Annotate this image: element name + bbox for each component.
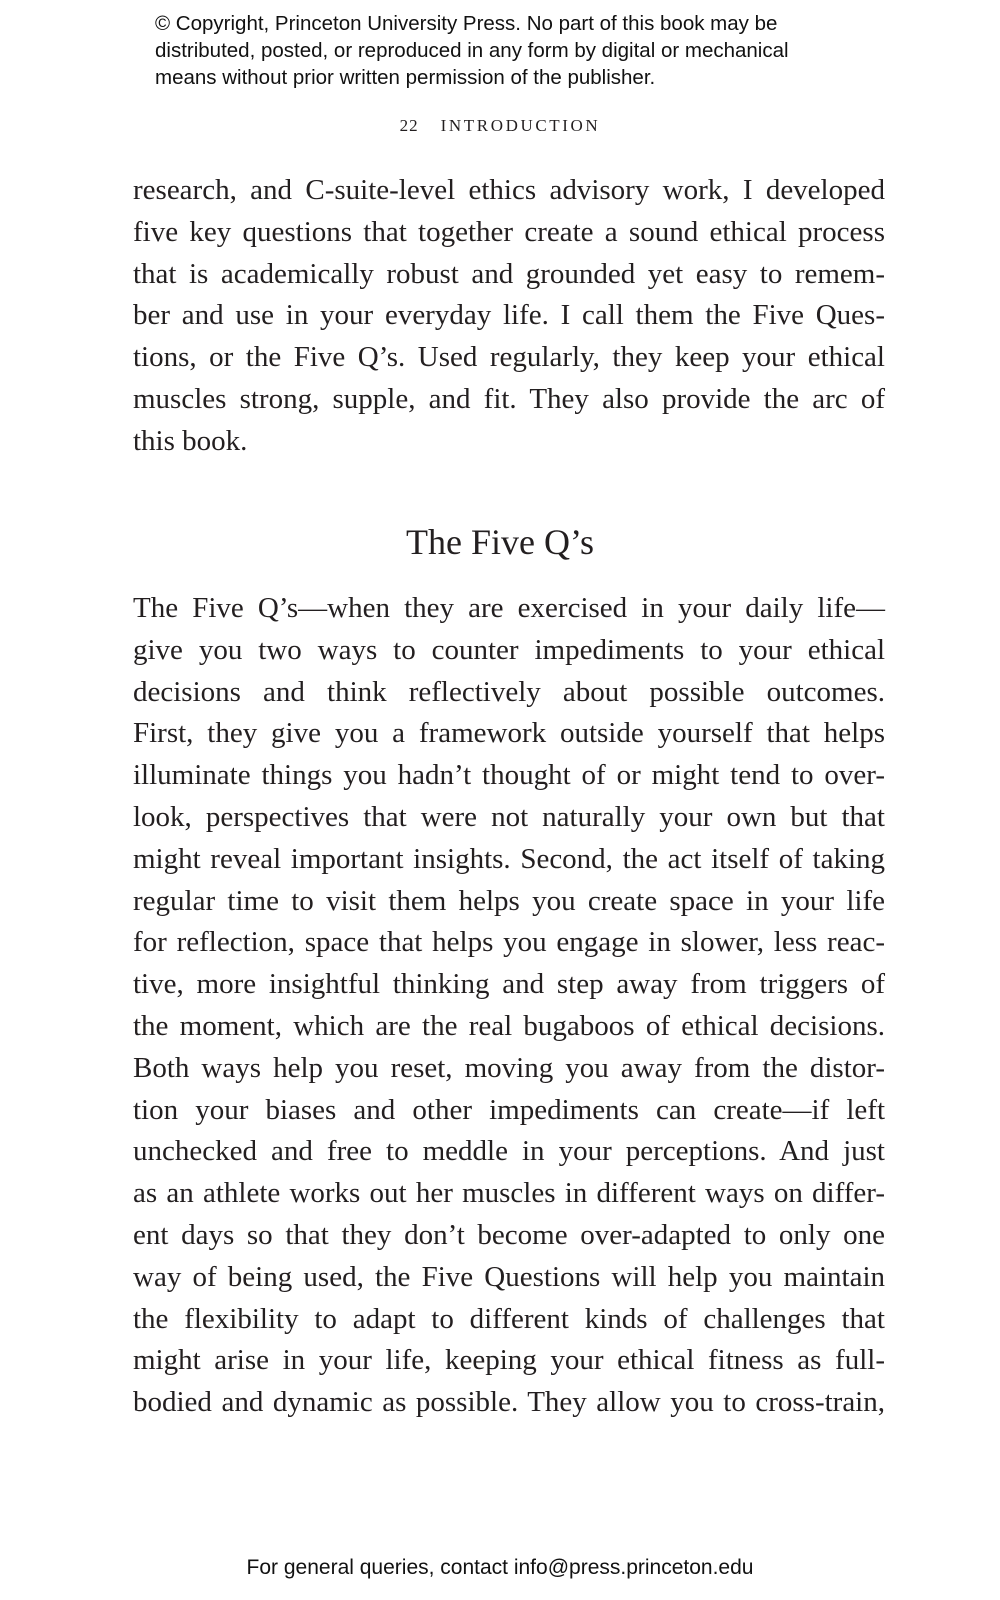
- text-line: as an athlete works out her muscles in different ways on differ-: [133, 1177, 885, 1210]
- text-line: regular time to visit them helps you create space in your life: [133, 884, 885, 917]
- text-line: Both ways help you reset, moving you away from the distor-: [133, 1051, 885, 1084]
- text-line: ent days so that they don’t become over-adapted to only one: [133, 1218, 885, 1251]
- section-title: INTRODUCTION: [440, 116, 601, 135]
- footer-contact: For general queries, contact info@press.princeton.edu: [246, 1556, 754, 1579]
- running-head: [0, 116, 1000, 136]
- copyright-line: means without prior written permission of the publisher.: [155, 66, 656, 89]
- text-line: way of being used, the Five Questions will help you maintain: [133, 1260, 885, 1293]
- text-line: five key questions that together create a sound ethical process: [133, 215, 885, 248]
- text-line: unchecked and free to meddle in your perceptions. And just: [133, 1135, 885, 1168]
- copyright-notice: [155, 10, 875, 91]
- body-paragraph-1: [133, 170, 885, 463]
- text-line: bodied and dynamic as possible. They allow you to cross-train,: [133, 1386, 885, 1419]
- text-line: might reveal important insights. Second, the act itself of taking: [133, 842, 885, 875]
- text-line: research, and C-suite-level ethics advisory work, I developed: [133, 174, 885, 206]
- text-line: for reflection, space that helps you engage in slower, less reac-: [133, 926, 885, 959]
- text-line: tive, more insightful thinking and step away from triggers of: [133, 968, 885, 1001]
- copyright-line: distributed, posted, or reproduced in any form by digital or mechanical: [155, 39, 789, 62]
- text-line: look, perspectives that were not naturally your own but that: [133, 800, 885, 833]
- text-line: muscles strong, supple, and fit. They also provide the arc of: [133, 382, 885, 415]
- text-line: tions, or the Five Q’s. Used regularly, they keep your ethical: [133, 341, 885, 374]
- text-line: illuminate things you hadn’t thought of or might tend to over-: [133, 759, 885, 792]
- text-line: ber and use in your everyday life. I call them the Five Ques-: [133, 299, 885, 332]
- text-line: First, they give you a framework outside yourself that helps: [133, 717, 885, 750]
- text-line: The Five Q’s—when they are exercised in your daily life—: [133, 592, 885, 624]
- text-line: the flexibility to adapt to different kinds of challenges that: [133, 1302, 885, 1335]
- text-line: that is academically robust and grounded yet easy to remem-: [133, 257, 885, 290]
- text-line: might arise in your life, keeping your ethical fitness as full-: [133, 1344, 885, 1377]
- text-line: the moment, which are the real bugaboos of ethical decisions.: [133, 1009, 885, 1042]
- section-heading: The Five Q’s: [406, 522, 594, 562]
- text-line: decisions and think reflectively about possible outcomes.: [133, 675, 885, 708]
- page-number: 22: [399, 116, 419, 135]
- body-paragraph-2: [133, 588, 885, 1424]
- text-line: this book.: [133, 424, 248, 457]
- text-line: tion your biases and other impediments can create—if left: [133, 1093, 885, 1126]
- copyright-line: © Copyright, Princeton University Press. No part of this book may be: [155, 12, 778, 35]
- text-line: give you two ways to counter impediments to your ethical: [133, 633, 885, 666]
